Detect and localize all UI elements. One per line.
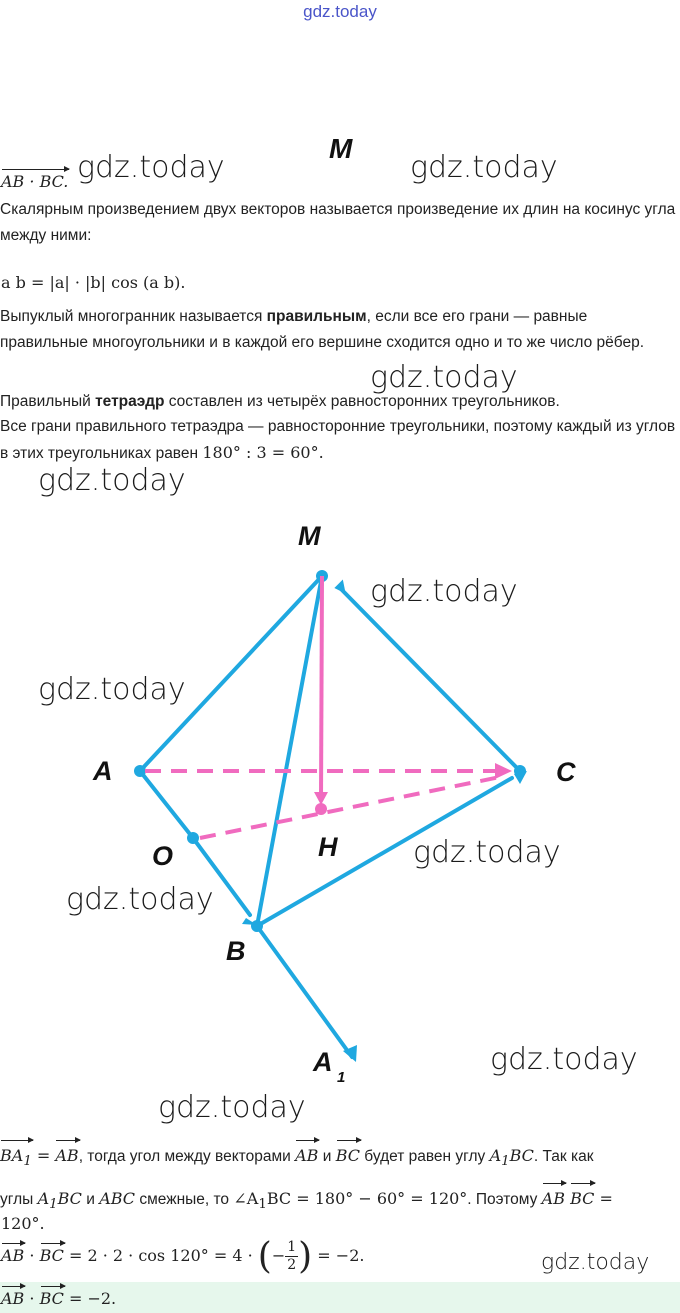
answer-box	[0, 1282, 680, 1313]
definition-formula: a b = |a| · |b| cos (a b).	[1, 273, 186, 292]
watermark: gdz.today	[66, 882, 214, 917]
vector-ab: AB	[1, 1289, 25, 1308]
watermark: gdz.today	[77, 150, 225, 185]
watermark: gdz.today	[490, 1042, 638, 1077]
label-o: O	[152, 841, 174, 871]
vector-ab: AB	[1, 1246, 25, 1265]
tetrahedron-diagram	[0, 500, 680, 1100]
tetra-text	[0, 389, 676, 415]
arrow-ac	[495, 763, 512, 779]
fraction-one-half: $\frac{1}{2}$	[287, 1239, 297, 1273]
faces-text	[0, 414, 676, 467]
regular-definition	[0, 304, 676, 356]
watermark: gdz.today	[370, 360, 518, 395]
regular-bold: правильным	[266, 308, 367, 325]
edge-mc	[340, 588, 520, 771]
faces-body: Все грани правильного тетраэдра — равносторонние треугольники, поэтому каждый из углов в этих треугольниках равен	[0, 418, 676, 462]
task-expression	[1, 172, 68, 191]
edge-ao	[140, 771, 193, 838]
watermark: gdz.today	[38, 672, 186, 707]
edge-mb	[257, 576, 322, 926]
faces-formula: 180° : 3 = 60°.	[202, 443, 324, 462]
regular-before: Выпуклый многогранник называется	[0, 308, 267, 325]
vector-ab: AB	[295, 1143, 318, 1169]
vector-bc: BC	[39, 1289, 64, 1308]
calc-line: AB · BC = 2 · 2 · cos 120° = 4 · (− $\frac{1}{2}$ ) = −2.	[1, 1236, 365, 1277]
watermark: gdz.today	[541, 1250, 650, 1275]
edge-am	[140, 576, 322, 771]
vector-ab: AB · BC.	[1, 172, 69, 191]
height-mh	[321, 576, 322, 800]
watermark: gdz.today	[413, 835, 561, 870]
answer-expression: AB · BC = −2.	[1, 1289, 117, 1308]
definition-text: Скалярным произведением двух векторов называется произведение их длин на косинус угла между ними:	[0, 201, 676, 244]
ray-ba1	[257, 926, 352, 1057]
tetra-bold: тетраэдр	[95, 393, 165, 410]
tetra-before: Правильный	[0, 393, 96, 410]
tetra-after: составлен из четырёх равносторонних треугольников.	[164, 393, 560, 410]
site-title[interactable]: gdz.today	[303, 2, 377, 21]
watermark: gdz.today	[410, 150, 558, 185]
watermark: gdz.today	[38, 463, 186, 498]
arrow-mc	[334, 580, 351, 597]
label-h: H	[318, 832, 338, 862]
point-c	[514, 765, 526, 777]
vector-ab: AB	[542, 1186, 565, 1212]
label-b: B	[226, 936, 246, 966]
point-a	[134, 765, 146, 777]
label-c: C	[556, 757, 576, 787]
label-a1-sub: 1	[337, 1069, 346, 1086]
watermark: gdz.today	[370, 574, 518, 609]
solution-line-1: $BA_1$ = AB, тогда угол между векторами AB и BC будет равен углу $A_1BC$. Так как	[0, 1143, 676, 1175]
vector-bc: BC	[39, 1246, 64, 1265]
label-m: M	[298, 521, 321, 551]
solution-line-3: 120°.	[1, 1214, 45, 1233]
point-o	[187, 832, 199, 844]
label-a: A	[93, 756, 113, 786]
vector-bc: BC	[336, 1143, 360, 1169]
regular-after: , если все его грани — равные правильные многоугольники и в каждой его вершине сходится одно и то же число рёбер.	[0, 308, 645, 351]
solution-line-2: углы $A_1BC$ и ABC смежные, то $\angle A_1BC = 180^\circ - 60^\circ = 120^\circ$. Поэтому AB BC =	[0, 1186, 676, 1218]
label-a1: A	[313, 1047, 333, 1077]
vector-ab: AB	[55, 1143, 78, 1169]
watermark: gdz.today	[158, 1090, 306, 1125]
vector-bc: BC	[570, 1186, 594, 1212]
point-b	[251, 920, 263, 932]
point-h	[315, 803, 327, 815]
vector-ba1: $BA_1$	[0, 1143, 32, 1175]
stray-letter: M	[329, 133, 353, 164]
edge-ob	[193, 838, 250, 915]
